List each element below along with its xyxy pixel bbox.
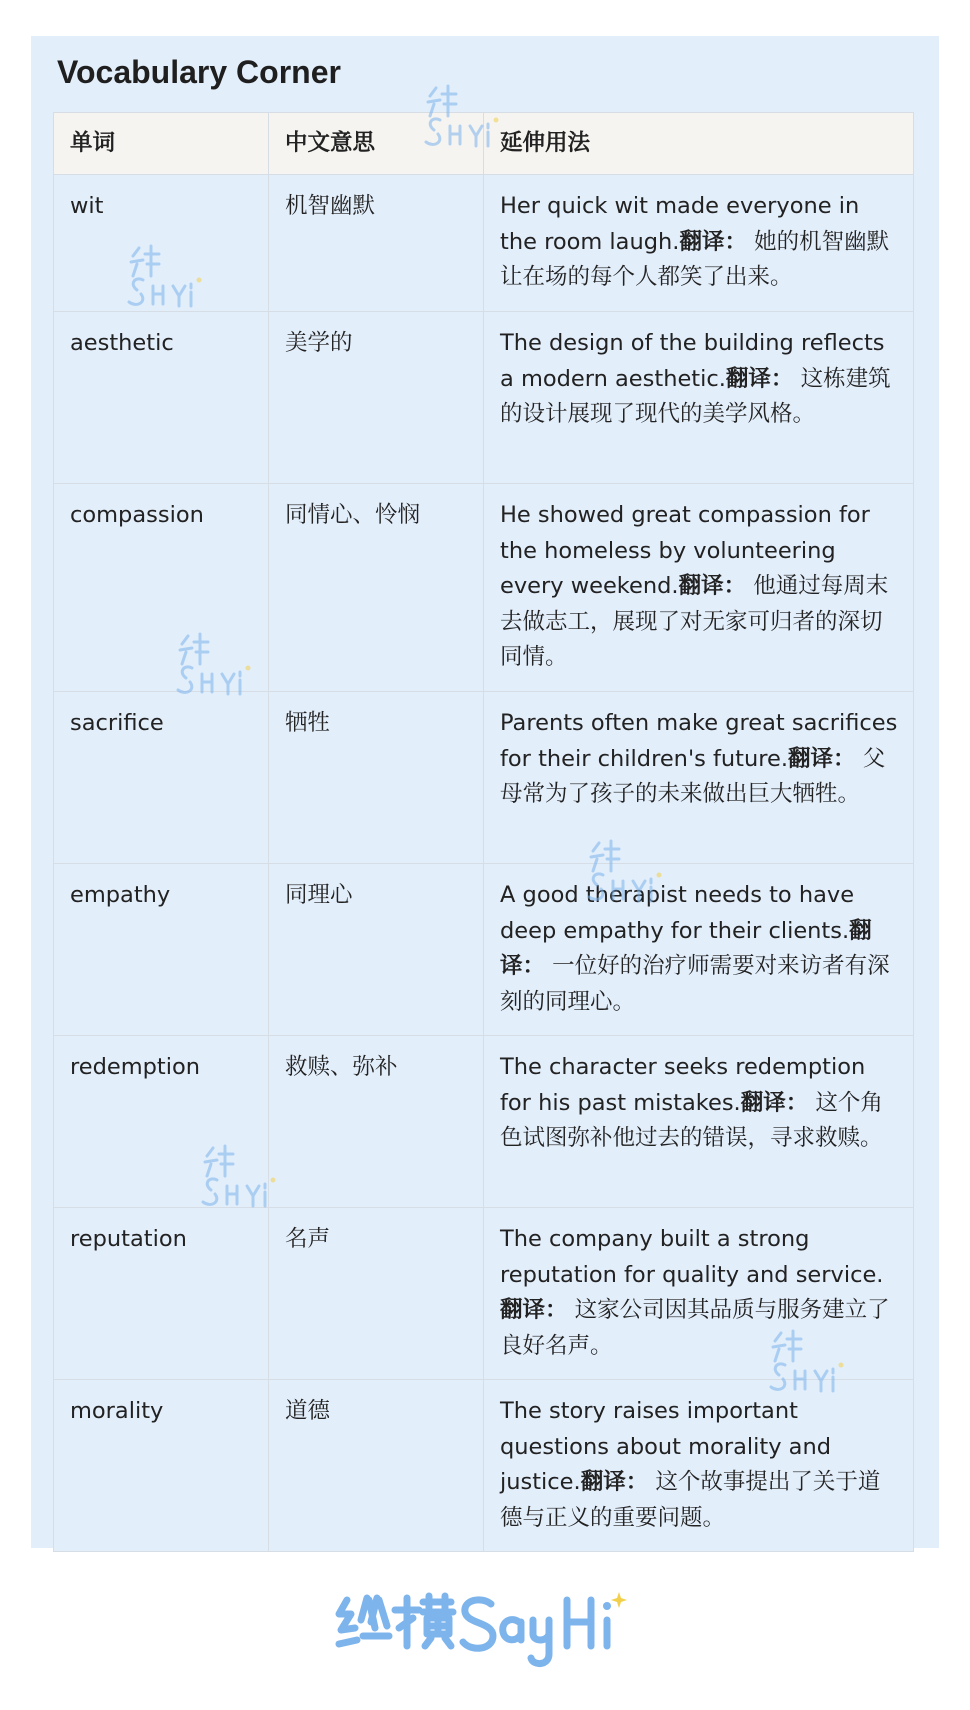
translation-label: 翻译：: [580, 1469, 649, 1495]
translation-text: 这个故事提出了关于道德与正义的重要问题。: [500, 1469, 881, 1531]
example-sentence: The design of the building reflects a modern aesthetic.: [500, 330, 885, 392]
table-header-row: [54, 113, 914, 175]
translation-label: 翻译：: [725, 365, 794, 392]
meaning-cell: 同情心、怜悯: [269, 484, 484, 692]
example-sentence: A good therapist needs to have deep empathy for their clients.: [500, 882, 855, 944]
translation-text: 她的机智幽默让在场的每个人都笑了出来。: [500, 228, 890, 290]
table-row: [54, 1208, 914, 1380]
meaning-cell: 道德: [269, 1380, 484, 1552]
card-title: Vocabulary Corner: [57, 54, 341, 90]
header-usage: 延伸用法: [484, 113, 914, 175]
word-cell: reputation: [54, 1208, 269, 1380]
translation-label: 翻译：: [788, 745, 856, 772]
table-row: [54, 1380, 914, 1552]
table-row: [54, 1036, 914, 1208]
example-sentence: He showed great compassion for the homeless by volunteering every weekend.: [500, 502, 870, 599]
usage-cell: [484, 1380, 914, 1552]
vocabulary-table: [53, 112, 914, 1552]
word-cell: empathy: [54, 864, 269, 1036]
translation-text: 他通过每周末去做志工，展现了对无家可归者的深切同情。: [500, 573, 889, 670]
table-row: [54, 175, 914, 312]
word-cell: morality: [54, 1380, 269, 1552]
example-sentence: The character seeks redemption for his past mistakes.: [500, 1054, 866, 1116]
usage-cell: [484, 1208, 914, 1380]
meaning-cell: 同理心: [269, 864, 484, 1036]
table-row: [54, 312, 914, 484]
usage-cell: [484, 484, 914, 692]
meaning-cell: 名声: [269, 1208, 484, 1380]
example-sentence: Parents often make great sacrifices for their children's future.: [500, 710, 898, 772]
meaning-cell: 机智幽默: [269, 175, 484, 312]
header-word: 单词: [54, 113, 269, 175]
translation-label: 翻译：: [740, 1089, 809, 1116]
example-sentence: The company built a strong reputation for quality and service.: [500, 1226, 884, 1288]
word-cell: compassion: [54, 484, 269, 692]
table-row: [54, 864, 914, 1036]
word-cell: aesthetic: [54, 312, 269, 484]
translation-label: 翻译：: [678, 573, 747, 599]
translation-label: 翻译：: [500, 1297, 568, 1323]
example-sentence: The story raises important questions about morality and justice.: [500, 1398, 831, 1495]
word-cell: redemption: [54, 1036, 269, 1208]
usage-cell: [484, 692, 914, 864]
meaning-cell: 救赎、弥补: [269, 1036, 484, 1208]
header-meaning: 中文意思: [269, 113, 484, 175]
meaning-cell: 美学的: [269, 312, 484, 484]
meaning-cell: 牺牲: [269, 692, 484, 864]
translation-label: 翻译：: [679, 228, 747, 255]
table-body: [54, 175, 914, 1552]
usage-cell: [484, 864, 914, 1036]
translation-text: 这栋建筑的设计展现了现代的美学风格。: [500, 365, 891, 427]
usage-cell: [484, 312, 914, 484]
word-cell: sacrifice: [54, 692, 269, 864]
translation-text: 一位好的治疗师需要对来访者有深刻的同理心。: [500, 953, 890, 1015]
translation-text: 这个角色试图弥补他过去的错误，寻求救赎。: [500, 1089, 883, 1151]
translation-text: 父母常为了孩子的未来做出巨大牺牲。: [500, 745, 886, 807]
translation-label: 翻译：: [500, 917, 872, 979]
vocabulary-card: [31, 36, 939, 1548]
usage-cell: [484, 1036, 914, 1208]
example-sentence: Her quick wit made everyone in the room laugh.: [500, 193, 860, 255]
translation-text: 这家公司因其品质与服务建立了良好名声。: [500, 1297, 890, 1359]
brand-logo: [333, 1588, 633, 1688]
word-cell: wit: [54, 175, 269, 312]
table-row: [54, 692, 914, 864]
table-row: [54, 484, 914, 692]
usage-cell: [484, 175, 914, 312]
